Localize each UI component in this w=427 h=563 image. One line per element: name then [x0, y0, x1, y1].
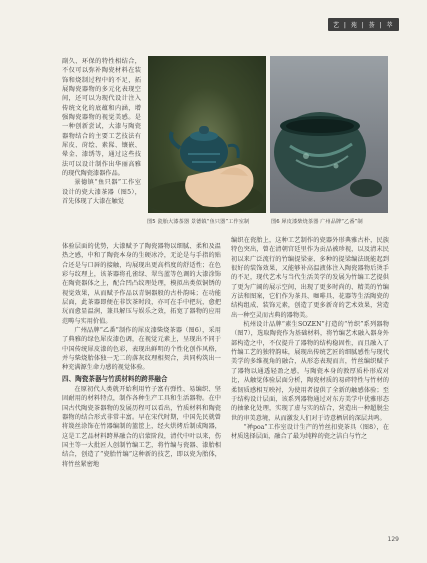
figure-6-caption: 图6 犀皮漆柴烧茶器 广州品牌“乙番”制 [271, 219, 363, 225]
left-column [62, 57, 141, 207]
cup-photo-icon [270, 56, 388, 213]
section-tag: 艺 | 苑 | 荟 | 萃 [328, 18, 399, 31]
body-left-p1: 体验层面的优势，大漆赋予了陶瓷器物以细腻、柔和及温热之感，中和了陶瓷本身的生硬冰冷，无论是与手指的贴合还是与口唇的接触，均展现出更高档度的舒适性；在色彩与纹理上，该茶器将孔雀绿、翠鸟蓝等色调的大漆涂饰在陶瓷器体之上，配合凹凸纹理处理，模拟出类似铜锈的视觉效果，从而赋予作品以青铜器般的古朴韵味；在功能层面，此茶器即便在非饮茶时段，亦可在手中把玩，愈把玩而愈显温润，兼具解压与娱乐之效，拓宽了器物的应用范畴与实用价值。 [62, 243, 221, 325]
teapot-photo-icon [148, 56, 266, 213]
page-number: 129 [387, 536, 399, 543]
figure-5-caption: 图5 瓷胎大漆茶器 景德镇“鱼只器”工作室制 [147, 219, 250, 225]
left-column-text: 副久、环保的特性相结合，不仅可以弥补陶瓷材料在装饰和烧制过程中的不足，拓展陶瓷器物的多元化表现空间，还可以为现代设计注入传统文化的底蕴和内涵，增强陶瓷器物的视觉美感。是一种创新尝试，大漆与陶瓷器物结合的主要工艺技法有犀皮、莳绘、素髹、镶嵌、晕金、漆绣等，通过这些技法可以设计制作出华丽高雅的现代陶瓷漆器作品。 [62, 58, 141, 178]
section-heading: 四、陶瓷茶器与竹质材料的跨界融合 [62, 374, 168, 383]
body-right [231, 236, 389, 442]
body-right-p1: 编织在瓷胎上，这种工艺制作的瓷器外形典雅古朴，民族特色突出，曾在清朝宫廷里作为贡品被珍视，以及清末民初以来广泛流行的竹编提梁壶、多种的提梁编法既能起到很好的装饰效果，又能够补高温液体注入陶瓷器物后烫手的不足，现代艺术与当代生活美学的发展为竹编工艺提供了更为广阔的展示空间，出现了更多时尚的、精美的竹编方法和图案，它们作为茶具、咖啡具、花器等生活陶瓷的结构组成、装饰元素，创造了更多新奇的艺术效果，营造出一种空灵而古典的器物美。 [231, 237, 389, 319]
body-left [62, 242, 221, 469]
figure-6-image [270, 56, 388, 213]
left-column-para2: 景德镇“鱼只器”工作室设计的瓷大漆茶器（图5），首先体现了大漆在触觉 [62, 179, 141, 206]
body-right-p3: “禅poa”工作室设计生产的竹丝扣瓷茶具（图8），在材质选择层面，融合了最为纯粹的瓷之洁白与竹之 [231, 423, 389, 441]
body-right-p2: 杭州设计品牌“素生SOZEN”打造的“竹织”系列器物（图7），选取陶瓷作为基础材料，将竹编艺术融入器身外部构造之中，不仅提升了器物的结构稳固性，而且融入了竹编工艺的独特韵味，展现出传统艺匠的细腻感性与现代美学的多维视角的融合，从形态表现而言，竹丝编织赋予了器物以通透轻盈之感，与陶瓷本身的敦厚质朴形成对比，从触觉体验层面分析，陶瓷材质的易碎特性与竹材的柔韧质感相互映衬，为使用者提供了全新的触感体验；至于结构设计层面，该系列器物通过对东方美学中优雅形态的抽象化处理，实现了虚与实的结合，营造出一种超脱尘世的审美意境，从而激发人们对于诗意栖居的深层共鸣。 [231, 321, 389, 422]
body-left-p2: 广州品牌“乙番”制作的犀皮漆柴烧茶器（图6），采用了典雅的绿色犀皮漆色调，在视觉元素上，呈现出不同于中国传统犀皮漆的色彩，表现出鲜明的个性化创作风格，并与柴烧胎体独一无二的落灰纹理相契合，共同构筑出一种充满源生命力感的视觉体验。 [62, 327, 221, 372]
figure-5-image [148, 56, 266, 213]
body-left-p3: 在原初代人类就开始利用竹子富有弹性、易编织、坚固耐用的材料特点，制作各种生产工具和生活器物。在中国古代陶瓷茶器物的发展历程可以看出，竹质材料和陶瓷器物的结合形式非常丰富。早在宋代时期，中国先民就曾将篾丝涂饰在竹器编制的篮筐上，经火烘烤后制成陶器，这是工艺品材料跨界融合的启蒙阶段，清代中叶以来，伤国主等一大批匠人创制竹编工艺，将竹编与瓷器、漆胎相结合，创造了“瓷胎竹编”这种新的技艺，即以瓷为胎体，将竹丝紧密地 [62, 385, 221, 468]
